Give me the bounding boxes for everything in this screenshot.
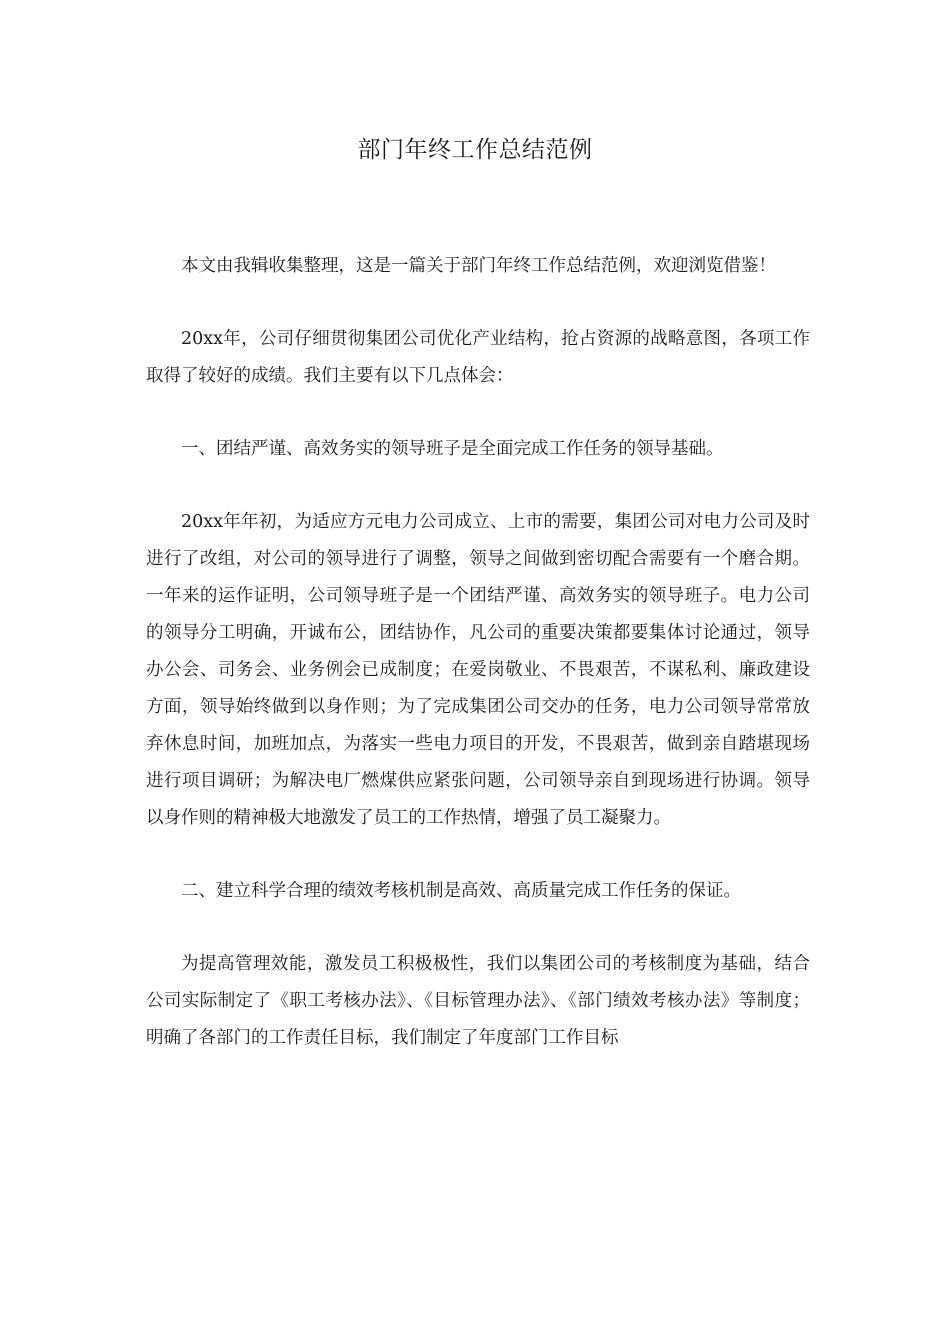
document-body xyxy=(146,248,810,1093)
paragraph-assessment: 为提高管理效能，激发员工积极极性，我们以集团公司的考核制度为基础，结合公司实际制定了《职工考核办法》、《目标管理办法》、《部门绩效考核办法》等制度；明确了各部门的工作责任目标，我们制定了年度部门工作目标 xyxy=(146,954,810,1048)
section-heading-1: 一、团结严谨、高效务实的领导班子是全面完成工作任务的领导基础。 xyxy=(181,439,724,459)
section-heading-2: 二、建立科学合理的绩效考核机制是高效、高质量完成工作任务的保证。 xyxy=(181,881,741,901)
paragraph-overview: 20xx年，公司仔细贯彻集团公司优化产业结构，抢占资源的战略意图，各项工作取得了较好的成绩。我们主要有以下几点体会： xyxy=(146,329,810,386)
paragraph-intro: 本文由我辑收集整理，这是一篇关于部门年终工作总结范例，欢迎浏览借鉴！ xyxy=(181,256,776,276)
document-title: 部门年终工作总结范例 xyxy=(357,137,593,163)
paragraph-leadership: 20xx年年初，为适应方元电力公司成立、上市的需要，集团公司对电力公司及时进行了改组，对公司的领导进行了调整，领导之间做到密切配合需要有一个磨合期。一年来的运作证明，公司领导班子是一个团结严谨、高效务实的领导班子。电力公司的领导分工明确，开诚布公，团结协作，凡公司的重要决策都要集体讨论通过，领导办公会、司务会、业务例会已成制度；在爱岗敬业、不畏艰苦，不谋私利、廉政建设方面，领导始终做到以身作则；为了完成集团公司交办的任务，电力公司领导常常放弃休息时间，加班加点，为落实一些电力项目的开发，不畏艰苦，做到亲自踏堪现场进行项目调研；为解决电厂燃煤供应紧张问题，公司领导亲自到现场进行协调。领导以身作则的精神极大地激发了员工的工作热情，增强了员工凝聚力。 xyxy=(146,512,810,828)
